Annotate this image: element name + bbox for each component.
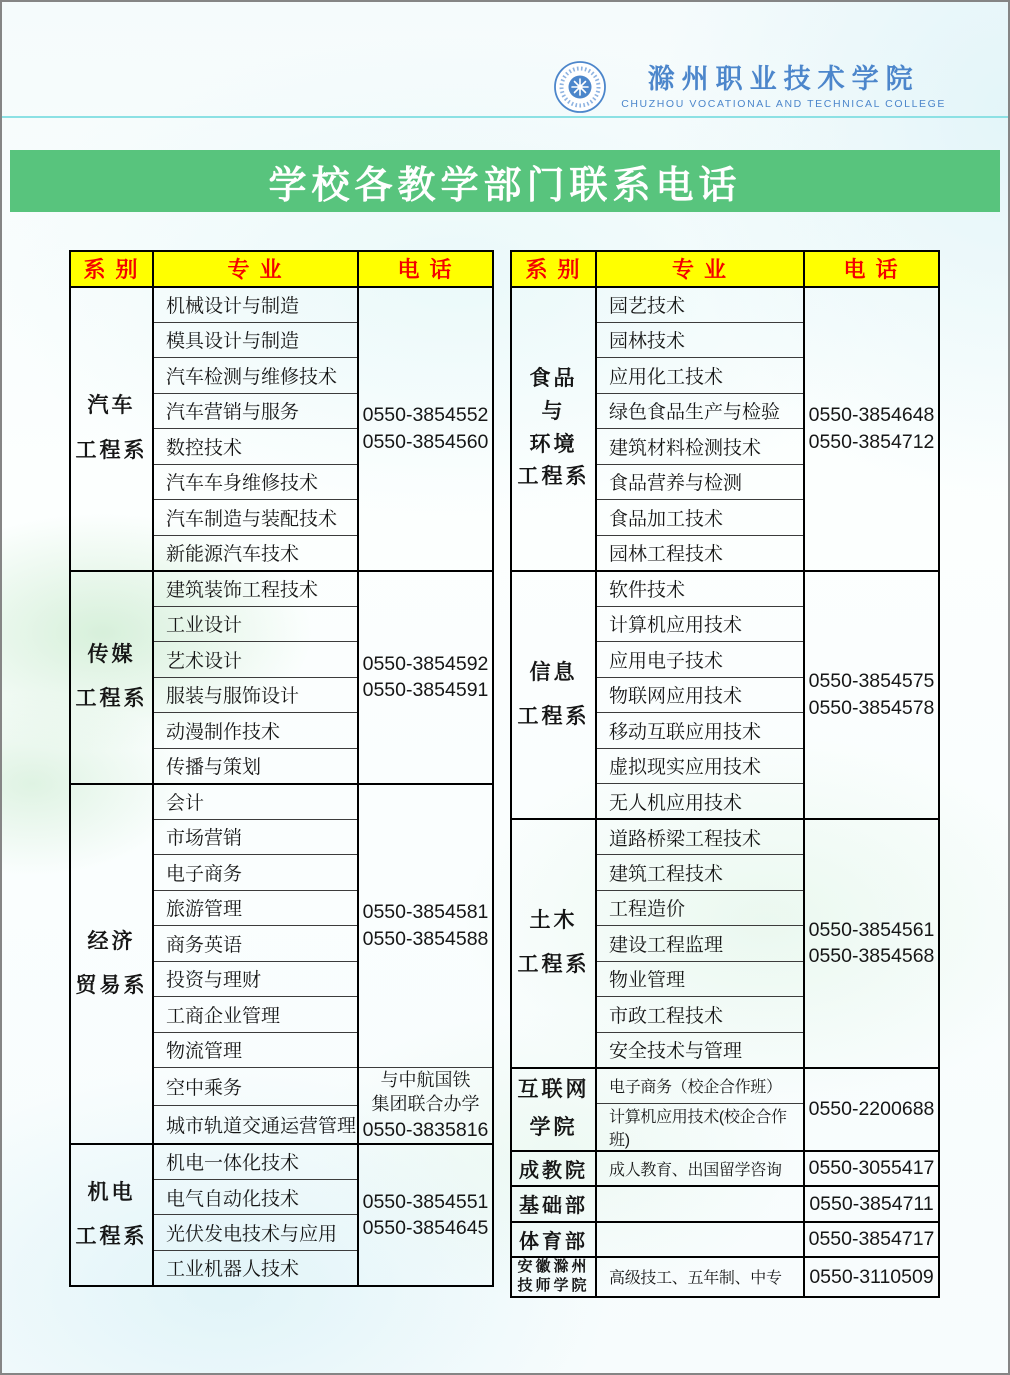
major-cell: 动漫制作技术 xyxy=(153,713,358,749)
major-cell: 无人机应用技术 xyxy=(596,784,804,820)
phone-cell: 0550-3854711 xyxy=(804,1186,939,1222)
school-name-cn: 滁州职业技术学院 xyxy=(647,63,920,95)
page-header xyxy=(553,60,946,114)
major-cell: 汽车制造与装配技术 xyxy=(153,500,358,536)
dept-cell: 土木 工程系 xyxy=(511,819,596,1068)
major-cell: 工业机器人技术 xyxy=(153,1250,358,1286)
major-cell: 模具设计与制造 xyxy=(153,322,358,358)
major-cell: 食品营养与检测 xyxy=(596,464,804,500)
major-cell: 绿色食品生产与检验 xyxy=(596,393,804,429)
dept-cell: 机电 工程系 xyxy=(70,1144,153,1286)
major-cell: 道路桥梁工程技术 xyxy=(596,819,804,855)
column-header-major: 专 业 xyxy=(153,251,358,287)
major-cell: 市政工程技术 xyxy=(596,997,804,1033)
phone-cell: 0550-3854648 0550-3854712 xyxy=(804,287,939,571)
major-cell: 会计 xyxy=(153,784,358,820)
dept-cell: 食品 与 环境 工程系 xyxy=(511,287,596,571)
right-table-container xyxy=(510,250,940,1298)
major-cell: 市场营销 xyxy=(153,819,358,855)
phone-cell: 0550-3854592 0550-3854591 xyxy=(358,571,493,784)
major-cell: 物联网应用技术 xyxy=(596,677,804,713)
dept-cell: 互联网 学院 xyxy=(511,1068,596,1151)
major-cell: 食品加工技术 xyxy=(596,500,804,536)
major-cell: 应用电子技术 xyxy=(596,642,804,678)
major-cell: 电气自动化技术 xyxy=(153,1179,358,1215)
major-cell: 建筑装饰工程技术 xyxy=(153,571,358,607)
major-cell: 工程造价 xyxy=(596,890,804,926)
major-cell: 新能源汽车技术 xyxy=(153,535,358,571)
major-cell: 投资与理财 xyxy=(153,961,358,997)
major-cell: 成人教育、出国留学咨询 xyxy=(596,1151,804,1187)
dept-cell: 成教院 xyxy=(511,1151,596,1187)
phone-cell: 0550-2200688 xyxy=(804,1068,939,1151)
phone-cell: 0550-3854551 0550-3854645 xyxy=(358,1144,493,1286)
dept-cell: 体育部 xyxy=(511,1222,596,1258)
major-cell: 旅游管理 xyxy=(153,890,358,926)
major-cell: 电子商务（校企合作班） xyxy=(596,1068,804,1104)
phone-cell: 0550-3055417 xyxy=(804,1151,939,1187)
major-cell: 移动互联应用技术 xyxy=(596,713,804,749)
page-title: 学校各教学部门联系电话 xyxy=(268,161,742,207)
phone-cell: 0550-3854561 0550-3854568 xyxy=(804,819,939,1068)
major-cell: 物业管理 xyxy=(596,961,804,997)
major-cell: 建筑材料检测技术 xyxy=(596,429,804,465)
dept-cell: 经济 贸易系 xyxy=(70,784,153,1144)
left-contact-table xyxy=(69,250,494,1287)
left-table-container xyxy=(69,250,494,1287)
major-cell: 工业设计 xyxy=(153,606,358,642)
phone-cell: 0550-3110509 xyxy=(804,1257,939,1297)
major-cell: 安全技术与管理 xyxy=(596,1032,804,1068)
phone-cell: 0550-3854575 0550-3854578 xyxy=(804,571,939,820)
dept-cell: 汽车 工程系 xyxy=(70,287,153,571)
school-name-block xyxy=(621,64,946,110)
column-header-phone: 电 话 xyxy=(804,251,939,287)
major-cell: 园林工程技术 xyxy=(596,535,804,571)
major-cell: 计算机应用技术 xyxy=(596,606,804,642)
column-header-dept: 系 别 xyxy=(70,251,153,287)
title-banner xyxy=(10,150,1000,212)
phone-cell: 0550-3854581 0550-3854588 xyxy=(358,784,493,1068)
column-header-dept: 系 别 xyxy=(511,251,596,287)
dept-cell: 传媒 工程系 xyxy=(70,571,153,784)
major-cell: 虚拟现实应用技术 xyxy=(596,748,804,784)
dept-cell: 基础部 xyxy=(511,1186,596,1222)
major-cell: 软件技术 xyxy=(596,571,804,607)
header-divider xyxy=(2,116,1008,118)
phone-cell: 与中航国铁 集团联合办学 0550-3835816 xyxy=(358,1068,493,1144)
major-cell: 电子商务 xyxy=(153,855,358,891)
major-cell: 数控技术 xyxy=(153,429,358,465)
major-cell: 机械设计与制造 xyxy=(153,287,358,323)
major-cell: 计算机应用技术(校企合作班) xyxy=(596,1103,804,1151)
major-cell: 商务英语 xyxy=(153,926,358,962)
major-cell: 园林技术 xyxy=(596,322,804,358)
column-header-phone: 电 话 xyxy=(358,251,493,287)
school-seal-icon xyxy=(553,60,607,114)
major-cell: 汽车营销与服务 xyxy=(153,393,358,429)
major-cell: 汽车检测与维修技术 xyxy=(153,358,358,394)
major-cell: 光伏发电技术与应用 xyxy=(153,1215,358,1251)
major-cell: 机电一体化技术 xyxy=(153,1144,358,1180)
major-cell: 空中乘务 xyxy=(153,1068,358,1106)
major-cell: 园艺技术 xyxy=(596,287,804,323)
major-cell: 工商企业管理 xyxy=(153,997,358,1033)
major-cell: 艺术设计 xyxy=(153,642,358,678)
major-cell: 建筑工程技术 xyxy=(596,855,804,891)
right-contact-table xyxy=(510,250,940,1298)
major-cell: 服装与服饰设计 xyxy=(153,677,358,713)
phone-cell: 0550-3854717 xyxy=(804,1222,939,1258)
major-cell xyxy=(596,1186,804,1222)
dept-cell: 安徽滁州 技师学院 xyxy=(511,1257,596,1297)
school-name-en: CHUZHOU VOCATIONAL AND TECHNICAL COLLEGE xyxy=(621,98,946,111)
major-cell: 应用化工技术 xyxy=(596,358,804,394)
phone-cell: 0550-3854552 0550-3854560 xyxy=(358,287,493,571)
major-cell: 建设工程监理 xyxy=(596,926,804,962)
dept-cell: 信息 工程系 xyxy=(511,571,596,820)
major-cell xyxy=(596,1222,804,1258)
major-cell: 高级技工、五年制、中专 xyxy=(596,1257,804,1297)
column-header-major: 专 业 xyxy=(596,251,804,287)
major-cell: 汽车车身维修技术 xyxy=(153,464,358,500)
major-cell: 城市轨道交通运营管理 xyxy=(153,1106,358,1144)
major-cell: 物流管理 xyxy=(153,1032,358,1068)
major-cell: 传播与策划 xyxy=(153,748,358,784)
